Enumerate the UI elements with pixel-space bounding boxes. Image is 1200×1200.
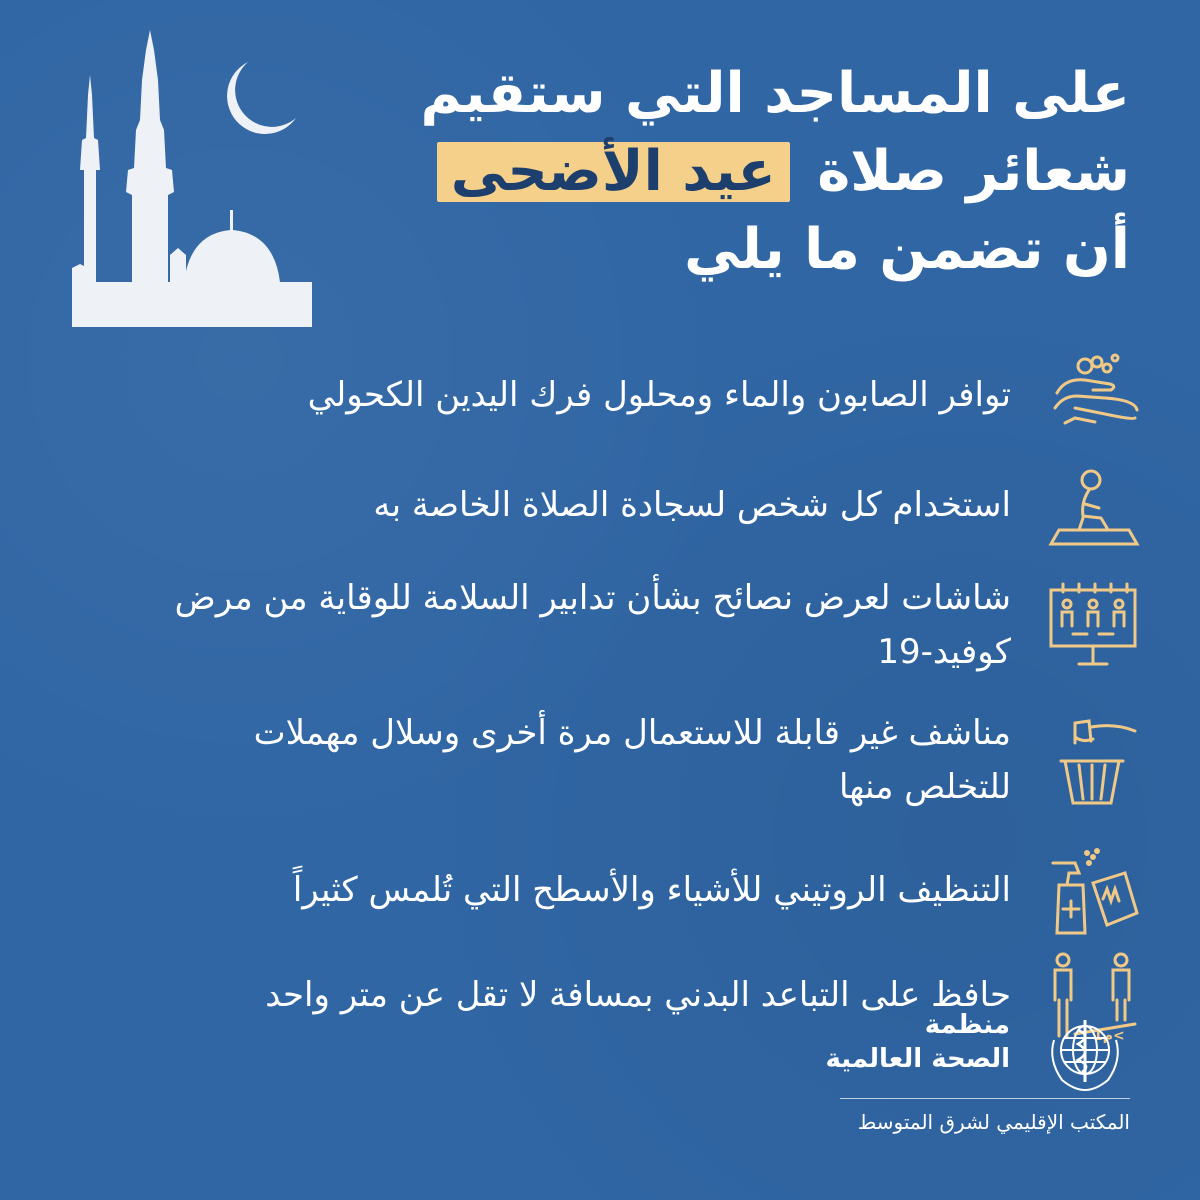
disinfect-spray-icon — [1045, 843, 1140, 938]
headline — [410, 55, 1130, 289]
regional-office-name: المكتب الإقليمي لشرق المتوسط — [857, 1110, 1130, 1134]
list-item — [140, 835, 1140, 945]
org-name-line-1: منظمة — [924, 1010, 1010, 1040]
mosque-illustration-icon — [60, 20, 320, 330]
who-emblem-icon — [1040, 1010, 1130, 1095]
list-item-text: استخدام كل شخص لسجادة الصلاة الخاصة به — [373, 485, 1011, 525]
list-item — [140, 450, 1140, 560]
headline-line-1: على المساجد التي ستقيم — [420, 61, 1130, 126]
prayer-mat-icon — [1045, 458, 1140, 553]
list-item-text: مناشف غير قابلة للاستعمال مرة أخرى وسلال مهملات للتخلص منها — [253, 713, 1011, 807]
list-item — [140, 340, 1140, 450]
who-logo-footer — [810, 1010, 1130, 1160]
org-name-line-2: الصحة العالمية — [825, 1044, 1010, 1074]
list-item-text: توافر الصابون والماء ومحلول فرك اليدين الكحولي — [307, 375, 1011, 415]
list-item-text: حافظ على التباعد البدني بمسافة لا تقل عن متر واحد — [265, 975, 1011, 1015]
eid-al-adha-highlight: عيد الأضحى — [437, 142, 790, 202]
headline-line-2 — [410, 133, 1130, 211]
headline-line-3: أن تضمن ما يلي — [684, 217, 1130, 282]
footer-divider — [840, 1098, 1130, 1099]
info-screen-icon — [1045, 578, 1140, 673]
headline-line-2-prefix: شعائر صلاة — [817, 139, 1130, 204]
svg-text:م1<: م1< — [1093, 1027, 1125, 1043]
list-item — [140, 695, 1140, 825]
list-item-text: شاشات لعرض نصائح بشأن تدابير السلامة للوقاية من مرض كوفيد-19 — [174, 578, 1011, 672]
list-item — [140, 560, 1140, 690]
handwash-icon — [1045, 348, 1140, 443]
list-item-text: التنظيف الروتيني للأشياء والأسطح التي تُلمس كثيراً — [292, 870, 1011, 910]
tissue-bin-icon — [1045, 713, 1140, 808]
crescent-moon-icon — [227, 62, 296, 134]
